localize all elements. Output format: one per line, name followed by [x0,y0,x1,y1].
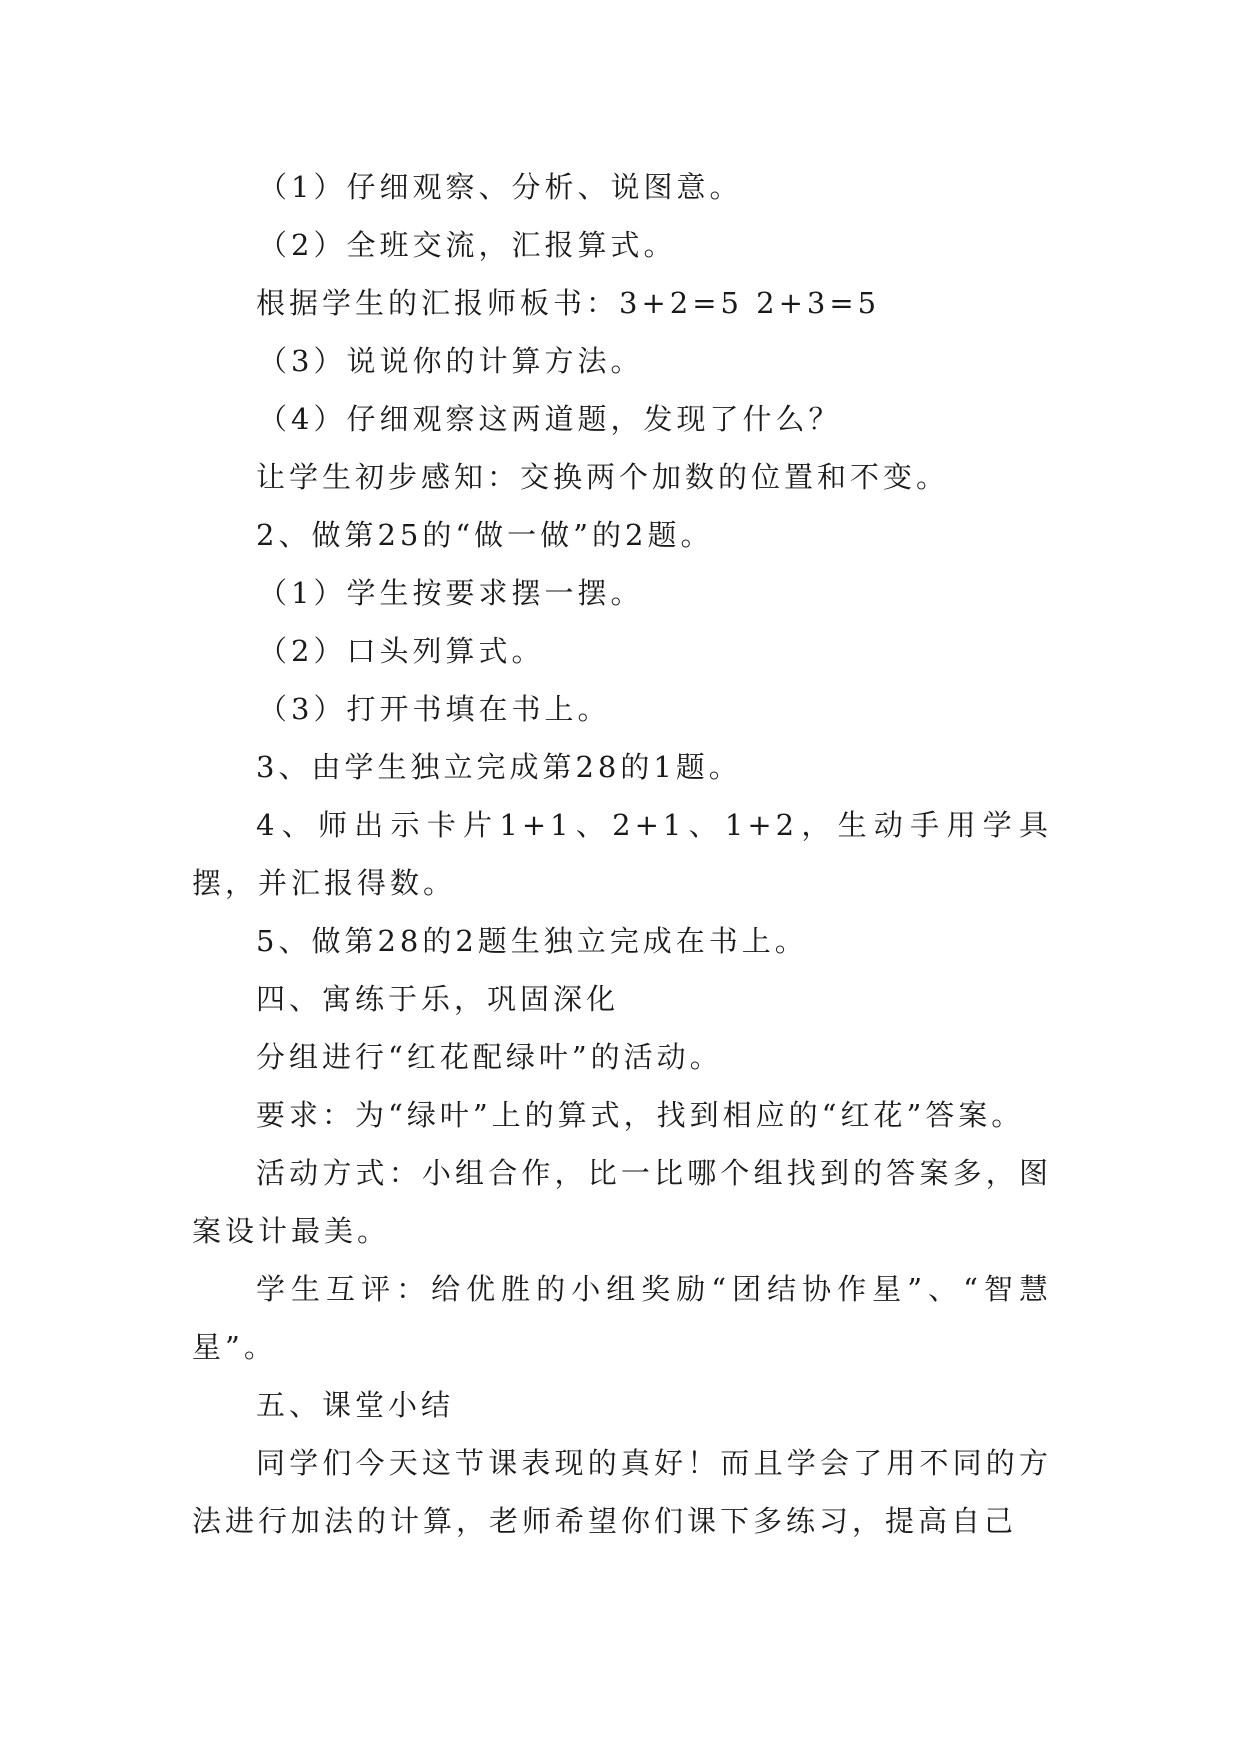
paragraph: 5、做第28的2题生独立完成在书上。 [256,924,808,958]
paragraph: 3、由学生独立完成第28的1题。 [256,750,742,784]
paragraph: 要求：为“绿叶”上的算式，找到相应的“红花”答案。 [256,1098,1025,1132]
paragraph: （1）学生按要求摆一摆。 [258,576,644,610]
section-heading: 五、课堂小结 [256,1388,455,1422]
paragraph: （3）打开书填在书上。 [258,692,611,726]
paragraph: 学生互评：给优胜的小组奖励“团结协作星”、“智慧星”。 [192,1272,1052,1364]
paragraph: 根据学生的汇报师板书：3+2=5 2+3=5 [256,286,881,320]
paragraph: （1）仔细观察、分析、说图意。 [258,170,743,204]
paragraph: （4）仔细观察这两道题，发现了什么？ [258,402,842,436]
paragraph: （2）全班交流，汇报算式。 [258,228,677,262]
document-body [192,158,1052,1550]
paragraph: 2、做第25的“做一做”的2题。 [256,518,714,552]
paragraph: 让学生初步感知：交换两个加数的位置和不变。 [256,460,950,494]
section-heading: 四、寓练于乐，巩固深化 [256,982,620,1016]
paragraph: 4、师出示卡片1+1、2+1、1+2，生动手用学具摆，并汇报得数。 [192,808,1052,900]
paragraph: 活动方式：小组合作，比一比哪个组找到的答案多，图案设计最美。 [192,1156,1052,1248]
paragraph: （3）说说你的计算方法。 [258,344,644,378]
paragraph: 分组进行“红花配绿叶”的活动。 [256,1040,723,1074]
paragraph: （2）口头列算式。 [258,634,545,668]
paragraph: 同学们今天这节课表现的真好！而且学会了用不同的方法进行加法的计算，老师希望你们课下多练习，提高自己 [192,1446,1052,1538]
